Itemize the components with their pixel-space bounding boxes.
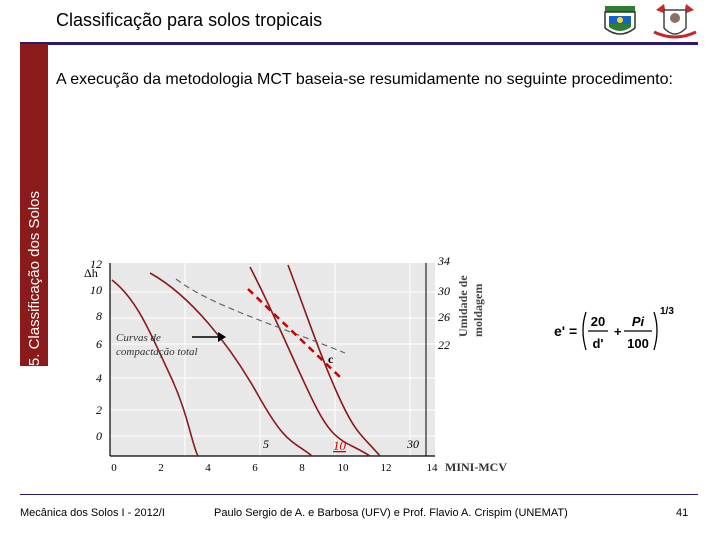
x-tick-4: 4: [205, 462, 211, 474]
x-tick-8: 8: [299, 462, 305, 474]
slide-title: Classificação para solos tropicais: [56, 10, 323, 30]
formula-num-b: Pi: [631, 314, 645, 329]
formula-exponent: 1/3: [660, 306, 674, 317]
left-paren: [583, 312, 586, 350]
page-number: 41: [676, 507, 689, 519]
point-label-c: c: [328, 352, 334, 366]
y-tick-0: 0: [96, 429, 102, 443]
x-tick-14: 14: [426, 462, 438, 474]
formula-lhs: e' =: [554, 323, 578, 339]
formula-num-a: 20: [590, 314, 606, 329]
section-label: 5. Classificação dos Solos: [26, 187, 43, 366]
intro-paragraph: A execução da metodologia MCT baseia-se resumidamente no seguinte procedimento:: [56, 71, 673, 88]
right-tick-22: 22: [438, 338, 450, 352]
x-tick-12: 12: [380, 462, 392, 474]
annotation-line-2: compactação total: [116, 346, 198, 358]
header-divider: [20, 42, 698, 45]
right-tick-26: 26: [438, 310, 450, 324]
y-tick-10: 10: [90, 283, 102, 297]
upper-tick-30: 30: [407, 437, 419, 451]
right-paren: [654, 312, 657, 350]
annotation-line-1: Curvas de: [116, 332, 161, 344]
right-tick-34: 34: [438, 254, 450, 268]
municipal-crest-icon: [597, 2, 643, 42]
right-axis-label-2: moldagem: [471, 283, 485, 337]
footer-divider: [20, 494, 698, 495]
footer-course: Mecânica dos Solos I - 2012/I: [20, 507, 165, 519]
y-axis-symbol: Δh: [84, 266, 98, 280]
y-tick-2: 2: [96, 403, 102, 417]
x-tick-6: 6: [252, 462, 258, 474]
right-tick-30: 30: [438, 284, 450, 298]
upper-tick-10: 10: [333, 438, 346, 453]
x-tick-2: 2: [158, 462, 164, 474]
formula-plus: +: [614, 324, 622, 339]
y-tick-8: 8: [96, 309, 102, 323]
y-tick-4: 4: [96, 371, 102, 385]
state-coat-of-arms-icon: [650, 2, 700, 42]
upper-tick-5: 5: [263, 437, 269, 451]
formula-den-a: d': [592, 336, 604, 351]
footer-authors: Paulo Sergio de A. e Barbosa (UFV) e Prof. Flavio A. Crispim (UNEMAT): [214, 507, 568, 519]
right-axis-label-1: Umidade de: [456, 275, 470, 337]
formula: [550, 300, 680, 360]
y-tick-12: 12: [90, 257, 102, 271]
x-tick-0: 0: [111, 462, 117, 474]
formula-den-b: 100: [627, 336, 649, 351]
mct-figure: [80, 245, 530, 477]
y-tick-6: 6: [96, 337, 102, 351]
section-sidebar-text: [20, 44, 48, 366]
x-axis-label: MINI-MCV: [445, 460, 507, 474]
x-tick-10: 10: [337, 462, 349, 474]
